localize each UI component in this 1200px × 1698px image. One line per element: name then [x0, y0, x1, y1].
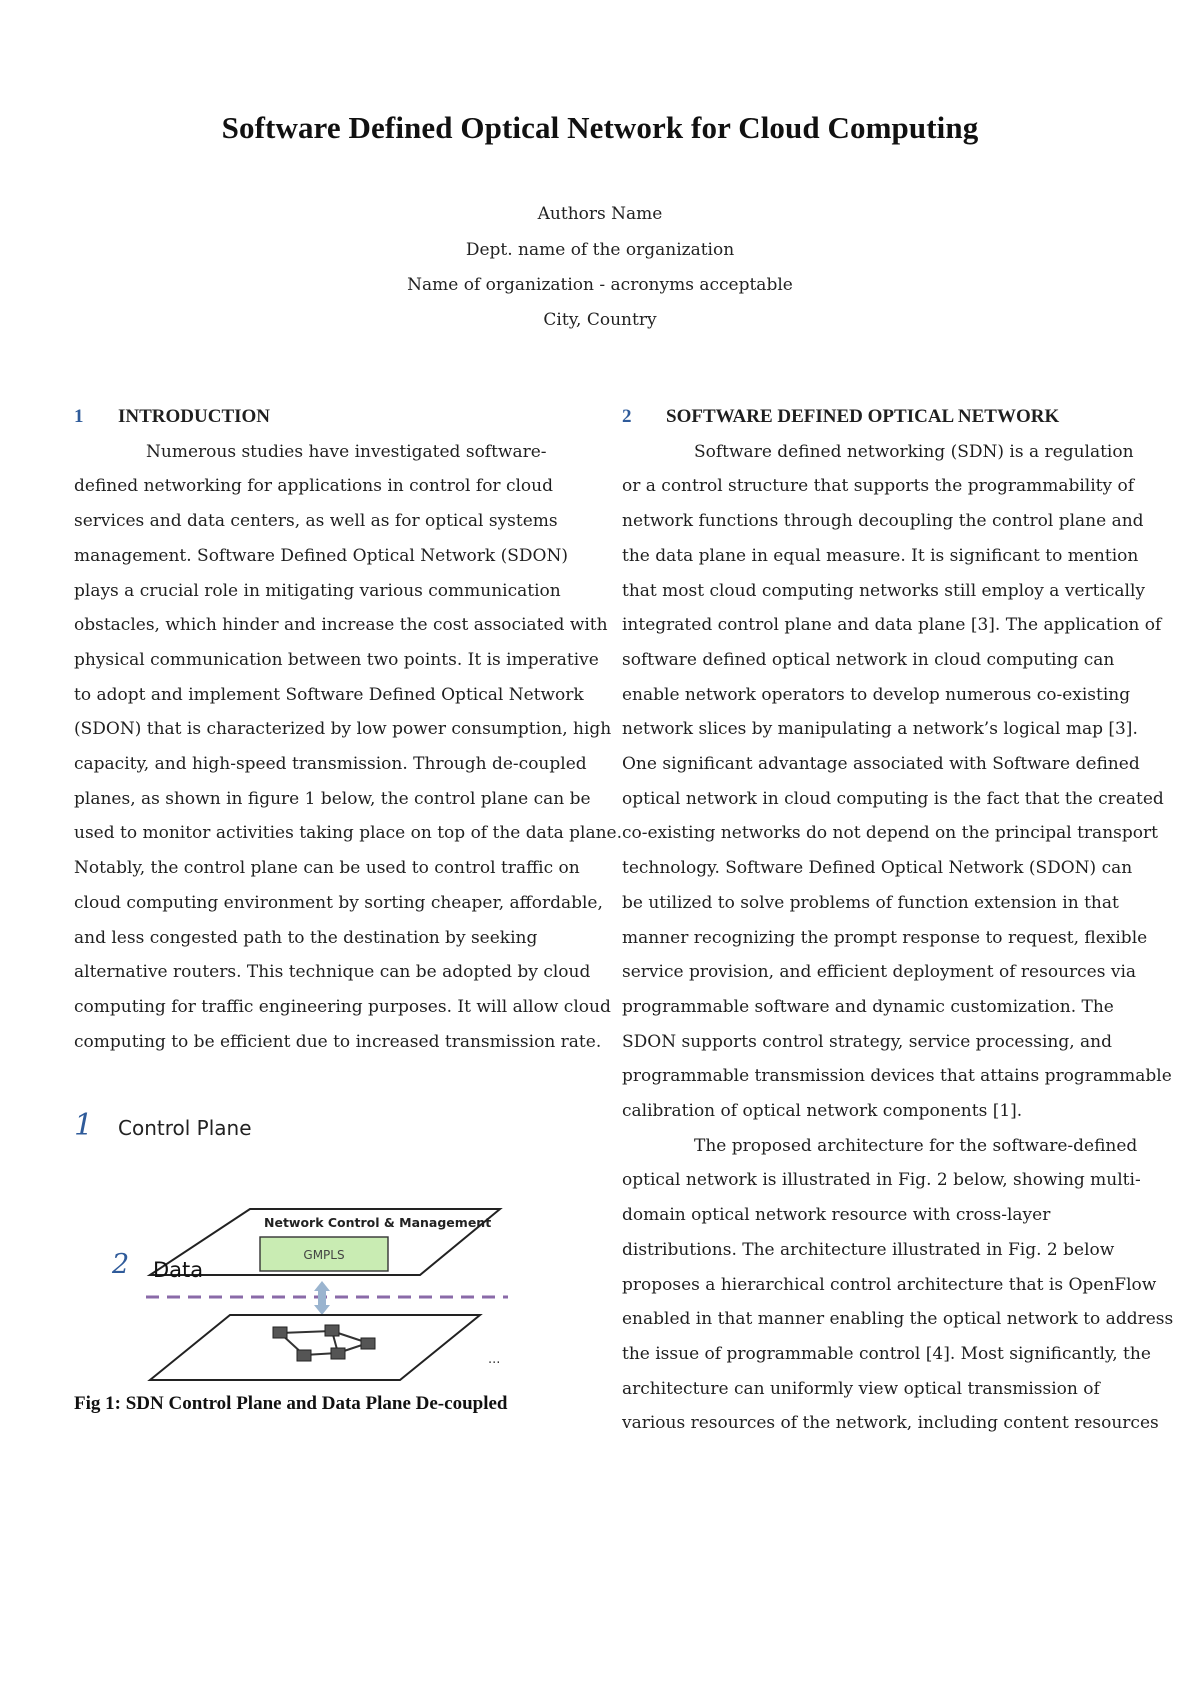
paragraph-line: technology. Software Defined Optical Network (SDON) can [622, 858, 1133, 879]
paragraph-line: enabled in that manner enabling the optical network to address [622, 1309, 1174, 1330]
paragraph-line: Notably, the control plane can be used to control traffic on [74, 858, 580, 879]
paragraph-line: (SDON) that is characterized by low power consumption, high [74, 719, 612, 740]
paragraph-line: domain optical network resource with cross-layer [622, 1205, 1051, 1226]
gmpls-label: GMPLS [303, 1248, 345, 1262]
paragraph-line: and less congested path to the destination by seeking [74, 927, 538, 948]
paragraph-line: SDON supports control strategy, service processing, and [622, 1031, 1112, 1052]
author-org: Name of organization - acronyms acceptable [407, 275, 793, 295]
router-node [297, 1350, 311, 1361]
arrow-down-icon [314, 1305, 330, 1315]
paragraph-line: services and data centers, as well as for optical systems [74, 511, 558, 532]
paragraph-line: computing to be efficient due to increased transmission rate. [74, 1031, 602, 1052]
paragraph-line: programmable software and dynamic customization. The [622, 996, 1114, 1017]
paragraph-line: various resources of the network, including content resources [622, 1413, 1159, 1434]
paragraph-line: the data plane in equal measure. It is significant to mention [622, 545, 1139, 566]
paragraph-line: integrated control plane and data plane [3]. The application of [622, 615, 1162, 636]
paragraph-line: physical communication between two points. It is imperative [74, 649, 599, 670]
router-node [325, 1325, 339, 1336]
paragraph-line: enable network operators to develop numerous co-existing [622, 684, 1131, 705]
paragraph-line: programmable transmission devices that attains programmable [622, 1066, 1172, 1087]
author-name: Authors Name [537, 204, 663, 224]
paragraph-line: The proposed architecture for the software-defined [694, 1135, 1138, 1156]
paragraph-line: or a control structure that supports the programmability of [622, 476, 1135, 497]
paragraph-line: used to monitor activities taking place on top of the data plane. [74, 823, 623, 844]
paragraph-line: Numerous studies have investigated software- [146, 441, 547, 462]
top-plane-label: Network Control & Management [264, 1215, 492, 1230]
router-node [331, 1348, 345, 1359]
paragraph-line: plays a crucial role in mitigating various communication [74, 580, 561, 601]
paragraph-line: optical network in cloud computing is the fact that the created [622, 788, 1164, 809]
paragraph-line: the issue of programmable control [4]. Most significantly, the [622, 1343, 1151, 1364]
paragraph-line: that most cloud computing networks still employ a vertically [622, 580, 1146, 601]
router-node [361, 1338, 375, 1349]
paragraph-line: network functions through decoupling the control plane and [622, 511, 1144, 532]
paragraph-line: One significant advantage associated with Software defined [622, 754, 1140, 775]
section-heading [74, 400, 594, 435]
paragraph-line: obstacles, which hinder and increase the cost associated with [74, 615, 608, 636]
section-heading [622, 400, 1142, 435]
paragraph-line: optical network is illustrated in Fig. 2 below, showing multi- [622, 1170, 1141, 1191]
paragraph-line: Software defined networking (SDN) is a regulation [694, 441, 1134, 462]
list-label-data: Data [153, 1258, 204, 1282]
paragraph-line: alternative routers. This technique can be adopted by cloud [74, 962, 591, 983]
arrow-up-icon [314, 1281, 330, 1291]
figure-caption: Fig 1: SDN Control Plane and Data Plane De-coupled [74, 1393, 508, 1414]
paragraph-line: to adopt and implement Software Defined Optical Network [74, 684, 584, 705]
figure-sdn-planes [100, 1195, 540, 1390]
ellipsis-label: ... [488, 1352, 501, 1367]
paragraph-line: software defined optical network in cloud computing can [622, 649, 1115, 670]
author-location: City, Country [543, 310, 657, 330]
router-node [273, 1327, 287, 1338]
list-number-2: 2 [112, 1249, 130, 1280]
paragraph-line: manner recognizing the prompt response to request, flexible [622, 927, 1148, 948]
section-number: 1 [74, 406, 84, 427]
paragraph-line: defined networking for applications in control for cloud [74, 476, 553, 497]
right-column [622, 400, 1174, 1441]
data-plane-shape [150, 1315, 480, 1380]
paragraph-line: planes, as shown in figure 1 below, the control plane can be [74, 788, 591, 809]
list-item-control-plane [74, 1108, 252, 1143]
paragraph-line: network slices by manipulating a network’s logical map [3]. [622, 719, 1138, 740]
section-title: SOFTWARE DEFINED OPTICAL NETWORK [666, 406, 1060, 427]
paragraph-line: proposes a hierarchical control architecture that is OpenFlow [622, 1274, 1157, 1295]
paragraph-line: computing for traffic engineering purposes. It will allow cloud [74, 996, 611, 1017]
paragraph-line: cloud computing environment by sorting cheaper, affordable, [74, 892, 603, 913]
section-title: INTRODUCTION [118, 406, 271, 427]
paragraph-line: service provision, and efficient deployment of resources via [622, 962, 1137, 983]
list-label: Control Plane [118, 1116, 252, 1140]
list-number: 1 [74, 1108, 94, 1143]
paragraph-line: management. Software Defined Optical Network (SDON) [74, 545, 568, 566]
paragraph-line: architecture can uniformly view optical transmission of [622, 1378, 1100, 1399]
page-title: Software Defined Optical Network for Cloud Computing [221, 110, 979, 145]
section-number: 2 [622, 406, 632, 427]
paragraph-line: capacity, and high-speed transmission. Through de-coupled [74, 754, 587, 775]
paragraph-line: distributions. The architecture illustrated in Fig. 2 below [622, 1239, 1115, 1260]
author-dept: Dept. name of the organization [465, 240, 735, 260]
arrow-shaft [318, 1291, 326, 1305]
paragraph-line: be utilized to solve problems of function extension in that [622, 892, 1119, 913]
paragraph-line: co-existing networks do not depend on the principal transport [622, 823, 1158, 844]
paragraph-line: calibration of optical network components [1]. [622, 1101, 1023, 1122]
left-column [74, 400, 623, 1059]
